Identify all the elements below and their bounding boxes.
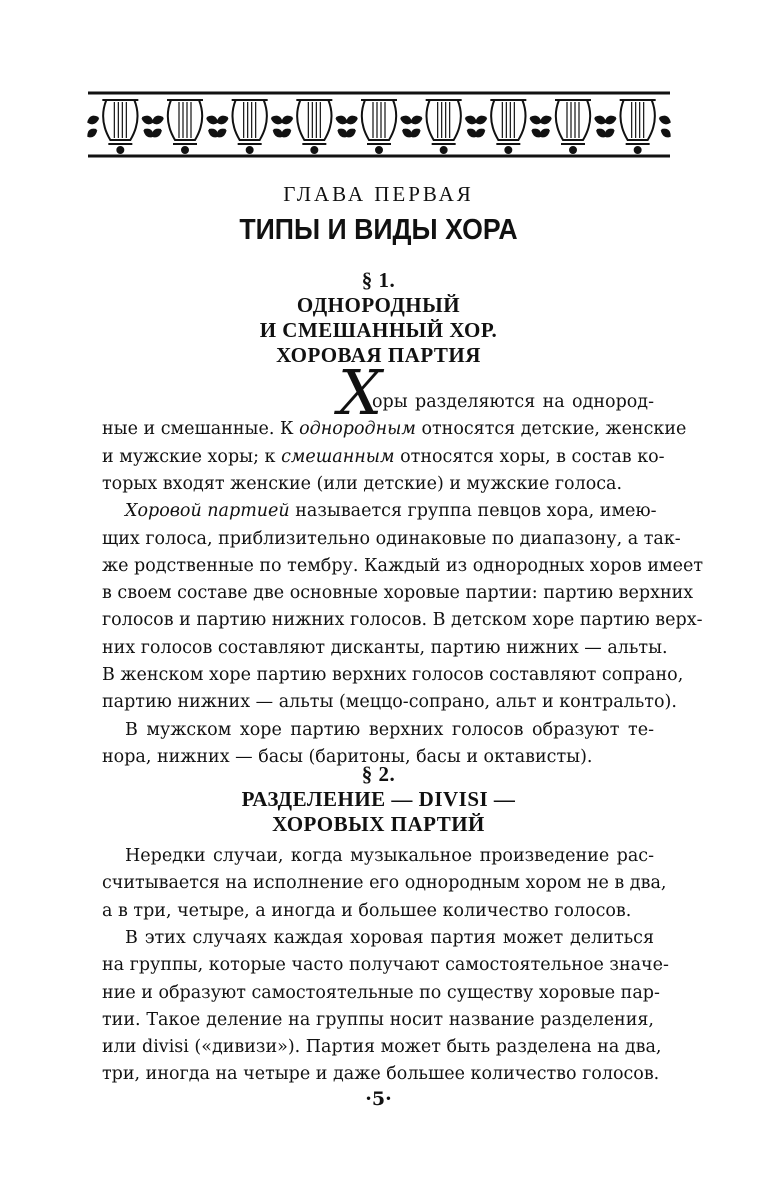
text-run: ные и смешанные. К — [102, 419, 300, 440]
section-1-title-line: ХОРОВАЯ ПАРТИЯ — [276, 343, 481, 367]
lyre-icon — [347, 100, 411, 153]
lyre-icon — [88, 100, 152, 153]
text-run: и мужские хоры; к — [102, 446, 282, 467]
lyre-icon — [218, 100, 282, 153]
section-1-heading — [0, 268, 757, 368]
section-1-title-line: ОДНОРОДНЫЙ — [296, 293, 461, 317]
lyre-icon — [153, 100, 217, 153]
text-line — [102, 526, 681, 552]
lyre-icon — [606, 100, 670, 153]
lyre-icon — [412, 100, 476, 153]
text-run: а в три, четыре, а иногда и большее количество голосов. — [102, 900, 632, 921]
text-run: ние и образуют самостоятельные по существу хоровые пар- — [102, 982, 660, 1003]
text-line — [102, 553, 704, 579]
text-run: относятся хоры, в состав ко- — [394, 446, 665, 467]
text-run: же родственные по тембру. Каждый из однородных хоров имеет — [102, 555, 704, 576]
text-line — [125, 925, 654, 951]
text-line — [125, 498, 657, 524]
text-run: относятся детские, женские — [415, 419, 687, 440]
text-line — [102, 662, 684, 688]
text-run: В женском хоре партию верхних голосов составляют сопрано, — [102, 665, 684, 685]
page-number: ·5· — [365, 1088, 392, 1110]
drop-cap: Х — [338, 356, 383, 429]
lyre-icon — [541, 100, 605, 153]
lyre-icon — [476, 100, 540, 153]
text-run: три, иногда на четыре и даже большее количество голосов. — [102, 1064, 660, 1085]
text-run: щих голоса, приблизительно одинаковые по диапазону, а так- — [102, 528, 681, 549]
text-run: тии. Такое деление на группы носит название разделения, — [102, 1009, 654, 1030]
text-line — [102, 471, 654, 497]
text-run: В этих случаях каждая хоровая партия может делиться — [125, 927, 654, 948]
lyre-ornament-band — [88, 90, 670, 162]
text-run: или divisi («дивизи»). Партия может быть разделена на два, — [102, 1037, 662, 1058]
text-line — [102, 689, 677, 715]
italic-term: однородным — [299, 419, 416, 440]
text-line — [372, 389, 654, 415]
text-line — [125, 717, 654, 743]
text-line — [102, 980, 660, 1006]
text-run: торых входят женские (или детские) и мужские голоса. — [102, 473, 623, 494]
section-1-title-line: И СМЕШАННЫЙ ХОР. — [259, 318, 498, 342]
text-line — [102, 1007, 654, 1033]
text-line — [102, 580, 694, 606]
text-line — [102, 952, 669, 978]
italic-term: Хоровой партией — [125, 501, 290, 522]
section-2-title-line: ХОРОВЫХ ПАРТИЙ — [272, 812, 485, 836]
section-2-title-line: РАЗДЕЛЕНИЕ — DIVISI — — [241, 787, 516, 811]
text-run: В мужском хоре партию верхних голосов образуют те- — [125, 719, 654, 740]
text-run: оры разделяются на однород- — [372, 392, 654, 412]
text-line — [102, 444, 665, 470]
section-2-heading — [0, 762, 757, 837]
text-run: голосов и партию нижних голосов. В детском хоре партию верх- — [102, 610, 703, 631]
text-line — [102, 635, 668, 661]
text-run: них голосов составляют дисканты, партию нижних — альты. — [102, 637, 668, 658]
text-run: в своем составе две основные хоровые партии: партию верхних — [102, 583, 694, 604]
lyre-icon — [282, 100, 346, 153]
text-run: считывается на исполнение его однородным хором не в два, — [102, 873, 667, 894]
section-1-number: § 1. — [361, 268, 396, 292]
text-run: называется группа певцов хора, имею- — [289, 501, 657, 522]
text-line — [102, 898, 654, 924]
text-line — [102, 607, 703, 633]
text-run: партию нижних — альты (меццо-сопрано, альт и контральто). — [102, 692, 677, 713]
section-2-number: § 2. — [361, 762, 396, 786]
chapter-label: ГЛАВА ПЕРВАЯ — [283, 182, 474, 206]
text-line — [102, 870, 667, 896]
text-line — [102, 1034, 662, 1060]
text-run: на группы, которые часто получают самостоятельное значе- — [102, 955, 669, 976]
text-line — [102, 416, 687, 442]
text-line — [102, 1061, 660, 1087]
chapter-title: ТИПЫ И ВИДЫ ХОРА — [239, 214, 518, 246]
text-line — [125, 843, 654, 869]
text-run: Нередки случаи, когда музыкальное произведение рас- — [125, 846, 654, 866]
italic-term: смешанным — [281, 446, 395, 467]
text-run: нора, нижних — басы (баритоны, басы и октависты). — [102, 746, 593, 767]
